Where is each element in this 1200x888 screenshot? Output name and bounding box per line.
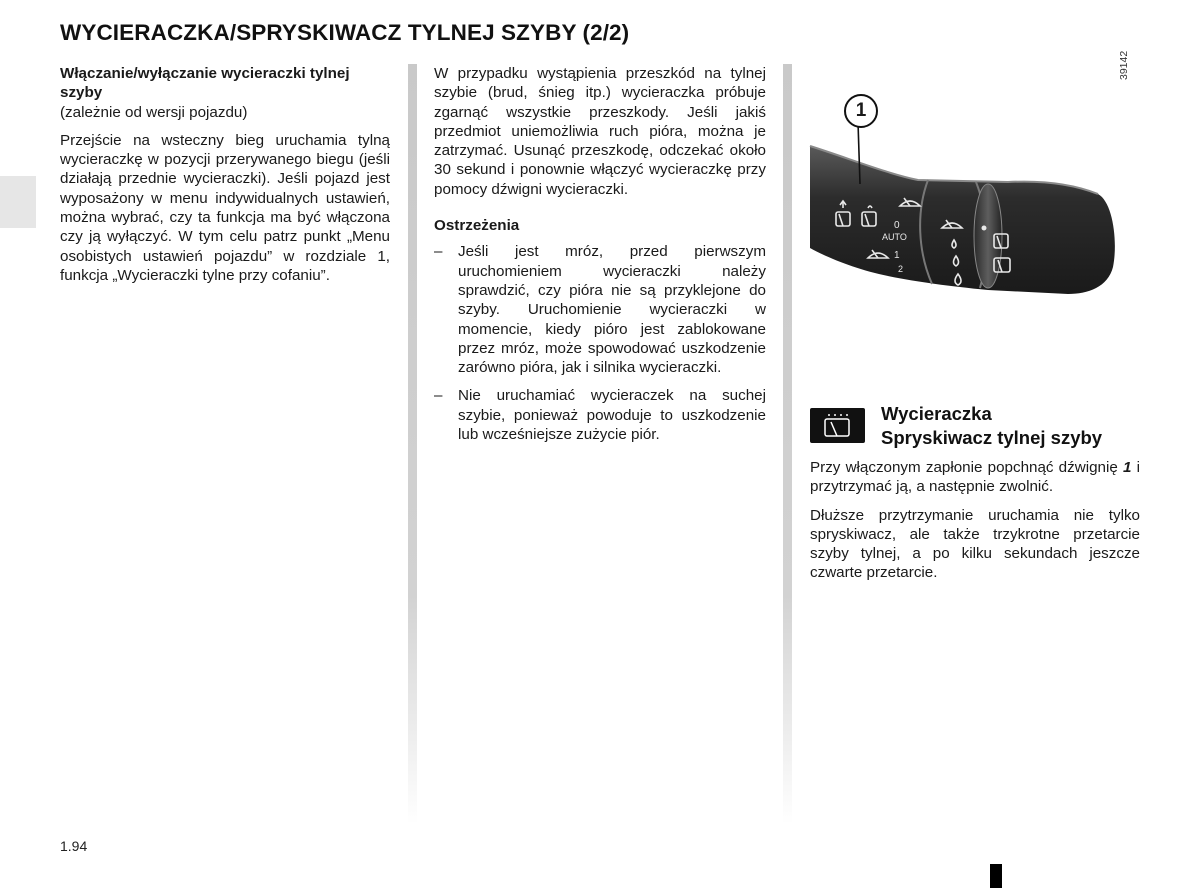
stalk-label-one: 1 — [894, 250, 900, 261]
stalk-label-auto: AUTO — [882, 232, 907, 242]
rear-washer-icon — [810, 408, 865, 443]
position-dot — [982, 226, 987, 231]
subsection-heading — [881, 402, 1151, 450]
column-divider — [408, 64, 417, 824]
column-divider — [783, 64, 792, 824]
corner-mark — [990, 864, 1002, 888]
column-middle — [434, 64, 766, 453]
subsection-heading-line2: Spryskiwacz tylnej szyby — [881, 427, 1103, 448]
instruction-text: Przy włączonym zapłonie popchnąć dźwignię — [810, 459, 1123, 476]
stalk-label-two: 2 — [898, 264, 904, 274]
washer-long-press: Dłuższe przytrzymanie uruchamia nie tylko spryskiwacz, ale także trzykrotne przetarcie szyby tylnej, a po kilku sekundach jeszcze czwarte przetarcie. — [810, 506, 1140, 582]
instruction-text: i przytrzymać ją, a następnie zwolnić. — [810, 459, 1140, 496]
stalk-label-zero: 0 — [894, 220, 900, 231]
column-right — [810, 458, 1140, 592]
callout-ref: 1 — [1122, 459, 1132, 476]
figure-reference: 39142 — [1118, 50, 1130, 80]
section-heading: Włączanie/wyłączanie wycieraczki tylnej szyby — [60, 65, 350, 102]
warning-item: – Jeśli jest mróz, przed pierwszym uruchomieniem wycieraczki należy sprawdzić, czy pióra nie są przyklejone do szyby. Uruchomienie wycieraczki w momencie, kiedy pióro jest zablokowane przez mróz, może spowodować uszkodzenie zarówno pióra, jak i silnika wycieraczki. — [434, 242, 766, 377]
section-tab — [0, 176, 36, 228]
page-number: 1.94 — [60, 838, 88, 854]
section-paragraph: Przejście na wsteczny bieg uruchamia tylną wycieraczkę w pozycji przerywanego biegu (jeśli działają przednie wycieraczki). Jeśli pojazd jest wyposażony w menu indywidualnych ustawień, można wybrać, czy ta funkcja ma być włączona czy ją wyłączyć. W tym celu patrz punkt „Menu osobistych ustawień pojazdu” w rozdziale 1, funkcja „Wycieraczki tylne przy cofaniu”. — [60, 131, 390, 284]
page-title: WYCIERACZKA/SPRYSKIWACZ TYLNEJ SZYBY (2/2) — [60, 20, 630, 45]
warning-heading: Ostrzeżenia — [434, 217, 520, 235]
subsection-heading-line1: Wycieraczka — [881, 403, 992, 424]
column-left — [60, 64, 390, 294]
section-subheading: (zależnie od wersji pojazdu) — [60, 103, 248, 121]
callout-1: 1 — [844, 94, 878, 128]
washer-instruction — [810, 458, 1140, 497]
warning-list — [434, 242, 766, 444]
warning-item: – Nie uruchamiać wycieraczek na suchej szybie, ponieważ powoduje to uszkodzenie lub wcześniejsze zużycie piór. — [434, 386, 766, 444]
obstacle-paragraph: W przypadku wystąpienia przeszkód na tylnej szybie (brud, śnieg itp.) wycieraczka próbuje zgarnąć wszystkie przeszkody. Jeśli jakiś przedmiot uniemożliwia ruch pióra, można je zatrzymać. Usunąć przeszkodę, odczekać około 30 sekund i ponownie włączyć wycieraczkę przy pomocy dźwigni wycieraczki. — [434, 65, 766, 198]
